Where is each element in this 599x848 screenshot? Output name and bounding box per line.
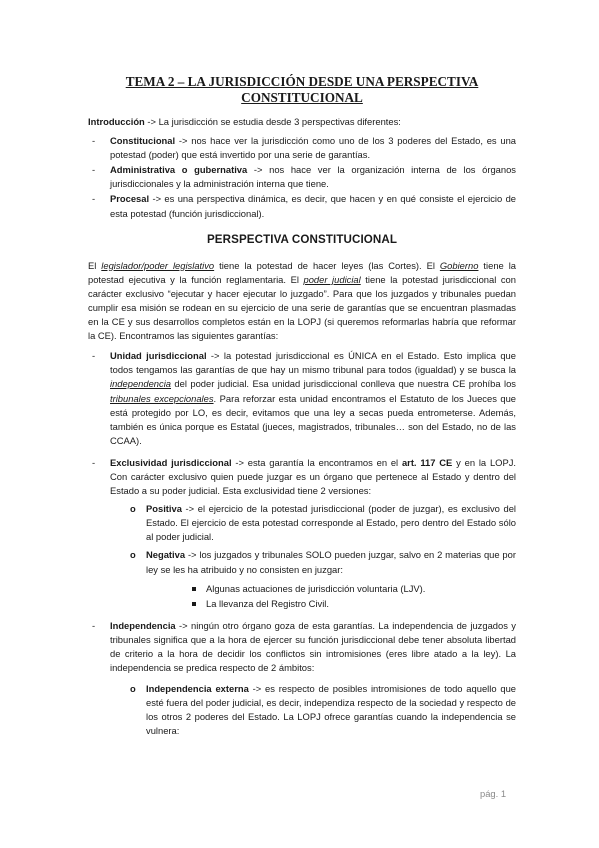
text-run: -> esta garantía la encontramos en el: [231, 456, 402, 468]
emphasis-gobierno: Gobierno: [439, 259, 479, 271]
constitutional-paragraph: [88, 259, 516, 344]
text-run: del poder judicial. Esa unidad jurisdiccional conlleva que nuestra CE prohíba los: [171, 378, 516, 390]
title-line-1: TEMA 2 – LA JURISDICCIÓN DESDE UNA PERSPECTIVA: [125, 74, 479, 89]
exclusividad-versions: [110, 502, 516, 611]
perspectives-list: [88, 134, 516, 221]
intro-text: -> La jurisdicción se estudia desde 3 perspectivas diferentes:: [144, 116, 401, 127]
exceptions-list: [146, 582, 516, 611]
emphasis-legislador: legislador/poder legislativo: [101, 259, 215, 271]
article-reference: art. 117 CE: [401, 456, 453, 468]
emphasis-independencia: independencia: [110, 378, 171, 390]
text-run: tiene la potestad de hacer leyes (las Cortes). El: [214, 259, 440, 271]
document-title: [88, 74, 516, 106]
guarantees-list: [88, 349, 516, 738]
version-negativa: [110, 548, 516, 610]
list-item: [88, 163, 516, 191]
emphasis-tribunales-excepcionales: tribunales excepcionales: [110, 392, 214, 404]
list-item: Algunas actuaciones de jurisdicción voluntaria (LJV).: [146, 582, 516, 596]
ambito-text: -> es respecto de posibles intromisiones de todo aquello que esté fuera del poder judicial, es decir, independiza respecto de la sociedad y respecto de los otros 2 poderes del Estado. La LOPJ ofrece garantías cuando la independencia se vulnera:: [146, 683, 516, 737]
emphasis-poder-judicial: poder judicial: [303, 273, 361, 285]
text-run: . Para reforzar esta unidad encontramos el Estatuto de los Jueces que está protegido por LO, es decir, evitamos que una ley a secas pueda entrometerse. Además, también es única porque es Estatal (jueces, magistrados, tribunales… son del Estado, no de las CCAA).: [110, 392, 516, 446]
text-run: El: [88, 259, 102, 271]
text-run: -> ningún otro órgano goza de esta garantías. La independencia de juzgados y tribunales significa que a la hora de ejercer su función jurisdiccional debe tener absoluta libertad de criterio a la hora de decidir los conflictos sin intromisiones (eres libre atado a la ley). La independencia se predica respecto de 2 ámbitos:: [110, 619, 516, 674]
list-item: [88, 134, 516, 162]
ambito-externa: [110, 682, 516, 738]
independencia-ambitos: [110, 682, 516, 738]
guarantee-label: Independencia: [110, 619, 176, 631]
perspective-text: -> nos hace ver la jurisdicción como uno de los 3 poderes del Estado, es una potestad (poder) que está invertido por una serie de garantías.: [110, 135, 516, 161]
version-text: -> los juzgados y tribunales SOLO pueden juzgar, salvo en 2 materias que por ley se les ha atribuido y no consisten en juzgar:: [146, 549, 516, 575]
guarantee-exclusividad: [88, 456, 516, 611]
guarantee-independencia: [88, 619, 516, 739]
version-text: -> el ejercicio de la potestad jurisdiccional (poder de juzgar), es exclusivo del Estado. El ejercicio de esta potestad corresponde al Estado, pero dentro del Estado sólo al poder judicial.: [146, 503, 516, 543]
document-page: [88, 74, 516, 747]
text-run: tiene la potestad jurisdiccional con carácter exclusivo “ejecutar y hacer ejecutar lo juzgado”. Para que los juzgados y tribunales puedan cumplir esa misión se rodean en su ejercicio de una serie de garantías que se encuentran plasmadas en la CE y sus desarrollos completos están en la LOPJ (si queremos reformarlas habría que reformar la CE). Encontramos las siguientes garantías:: [88, 273, 516, 342]
perspective-label: Procesal: [110, 193, 150, 205]
guarantee-label: Exclusividad jurisdiccional: [110, 456, 232, 468]
text-run: tiene la potestad ejecutiva y la función reglamentaria. El: [88, 259, 516, 285]
intro-paragraph: [88, 115, 516, 129]
list-item: [88, 192, 516, 220]
title-line-2: CONSTITUCIONAL: [241, 90, 363, 105]
perspective-text: -> nos hace ver la organización interna de los órganos jurisdiccionales y la administración interna que tiene.: [110, 164, 516, 190]
version-label: Positiva: [146, 503, 182, 515]
version-label: Negativa: [146, 549, 186, 561]
intro-label: Introducción: [88, 116, 145, 127]
perspective-text: -> es una perspectiva dinámica, es decir, que hacen y en qué consiste el ejercicio de esta potestad (función jurisdiccional).: [110, 193, 516, 219]
page-number: pág. 1: [480, 788, 507, 799]
text-run: -> la potestad jurisdiccional es ÚNICA en el Estado. Esto implica que todos tengamos las garantías de que hay un mismo tribunal para todos (igualdad) y se busca la: [110, 350, 516, 376]
ambito-label: Independencia externa: [146, 683, 249, 695]
guarantee-label: Unidad jurisdiccional: [110, 350, 207, 362]
text-run: y en la LOPJ. Con carácter exclusivo quien puede juzgar es un órgano que pertenece al Estado y dentro del Estado a su poder judicial. Esta exclusividad tiene 2 versiones:: [110, 456, 516, 497]
section-heading: PERSPECTIVA CONSTITUCIONAL: [206, 232, 398, 246]
list-item: La llevanza del Registro Civil.: [146, 597, 516, 611]
perspective-label: Administrativa o gubernativa: [110, 164, 248, 176]
version-positiva: [110, 502, 516, 544]
guarantee-unidad: [88, 349, 516, 448]
perspective-label: Constitucional: [110, 135, 176, 147]
